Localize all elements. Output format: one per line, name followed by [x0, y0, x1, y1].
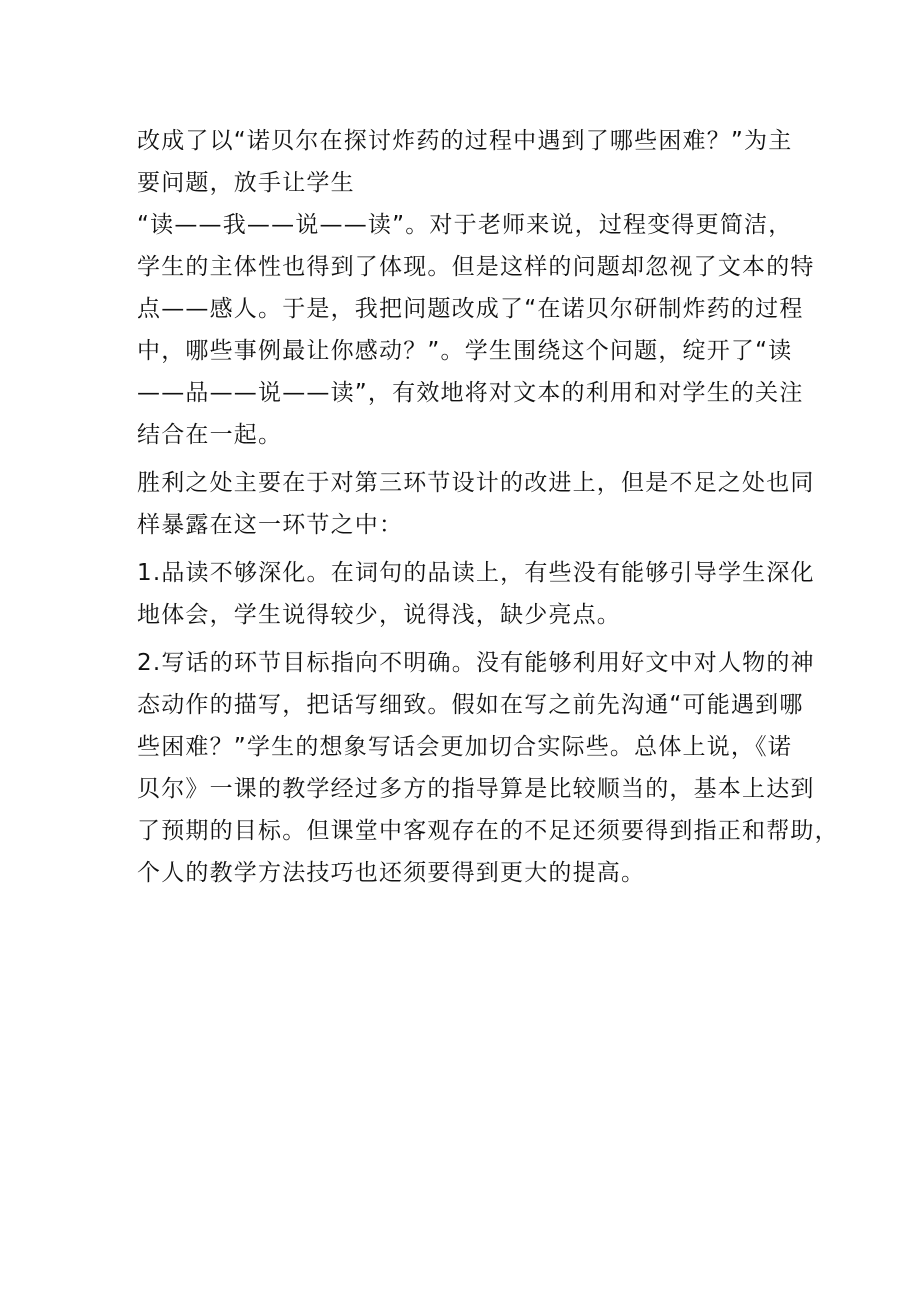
text-line: 个人的教学方法技巧也还须要得到更大的提高。 [137, 860, 646, 886]
text-line: 要问题，放手让学生 [137, 170, 355, 196]
text-line: 2.写话的环节目标指向不明确。没有能够利用好文中对人物的神 [137, 650, 815, 676]
text-line: 1.品读不够深化。在词句的品读上，有些没有能够引导学生深化 [137, 560, 815, 586]
text-line: ——品——说——读”，有效地将对文本的利用和对学生的关注 [137, 380, 804, 406]
text-line: 结合在一起。 [137, 422, 283, 448]
text-line: 改成了以“诺贝尔在探讨炸药的过程中遇到了哪些困难？”为主 [137, 128, 793, 154]
text-line: “读——我——说——读”。对于老师来说，过程变得更简洁， [137, 212, 793, 238]
text-line: 胜利之处主要在于对第三环节设计的改进上，但是不足之处也同 [137, 470, 815, 496]
text-line: 学生的主体性也得到了体现。但是这样的问题却忽视了文本的特 [137, 254, 815, 280]
text-line: 地体会，学生说得较少，说得浅，缺少亮点。 [137, 602, 621, 628]
text-line: 样暴露在这一环节之中： [137, 512, 404, 538]
text-line: 了预期的目标。但课堂中客观存在的不足还须要得到指正和帮助， [137, 818, 839, 844]
text-line: 贝尔》一课的教学经过多方的指导算是比较顺当的，基本上达到 [137, 776, 815, 802]
text-line: 中，哪些事例最让你感动？”。学生围绕这个问题，绽开了“读 [137, 338, 793, 364]
document-body [137, 120, 839, 894]
text-line: 态动作的描写，把话写细致。假如在写之前先沟通“可能遇到哪 [137, 692, 804, 718]
text-line: 点——感人。于是，我把问题改成了“在诺贝尔研制炸药的过程 [137, 296, 804, 322]
text-line: 些困难？”学生的想象写话会更加切合实际些。总体上说，《诺 [137, 734, 793, 760]
